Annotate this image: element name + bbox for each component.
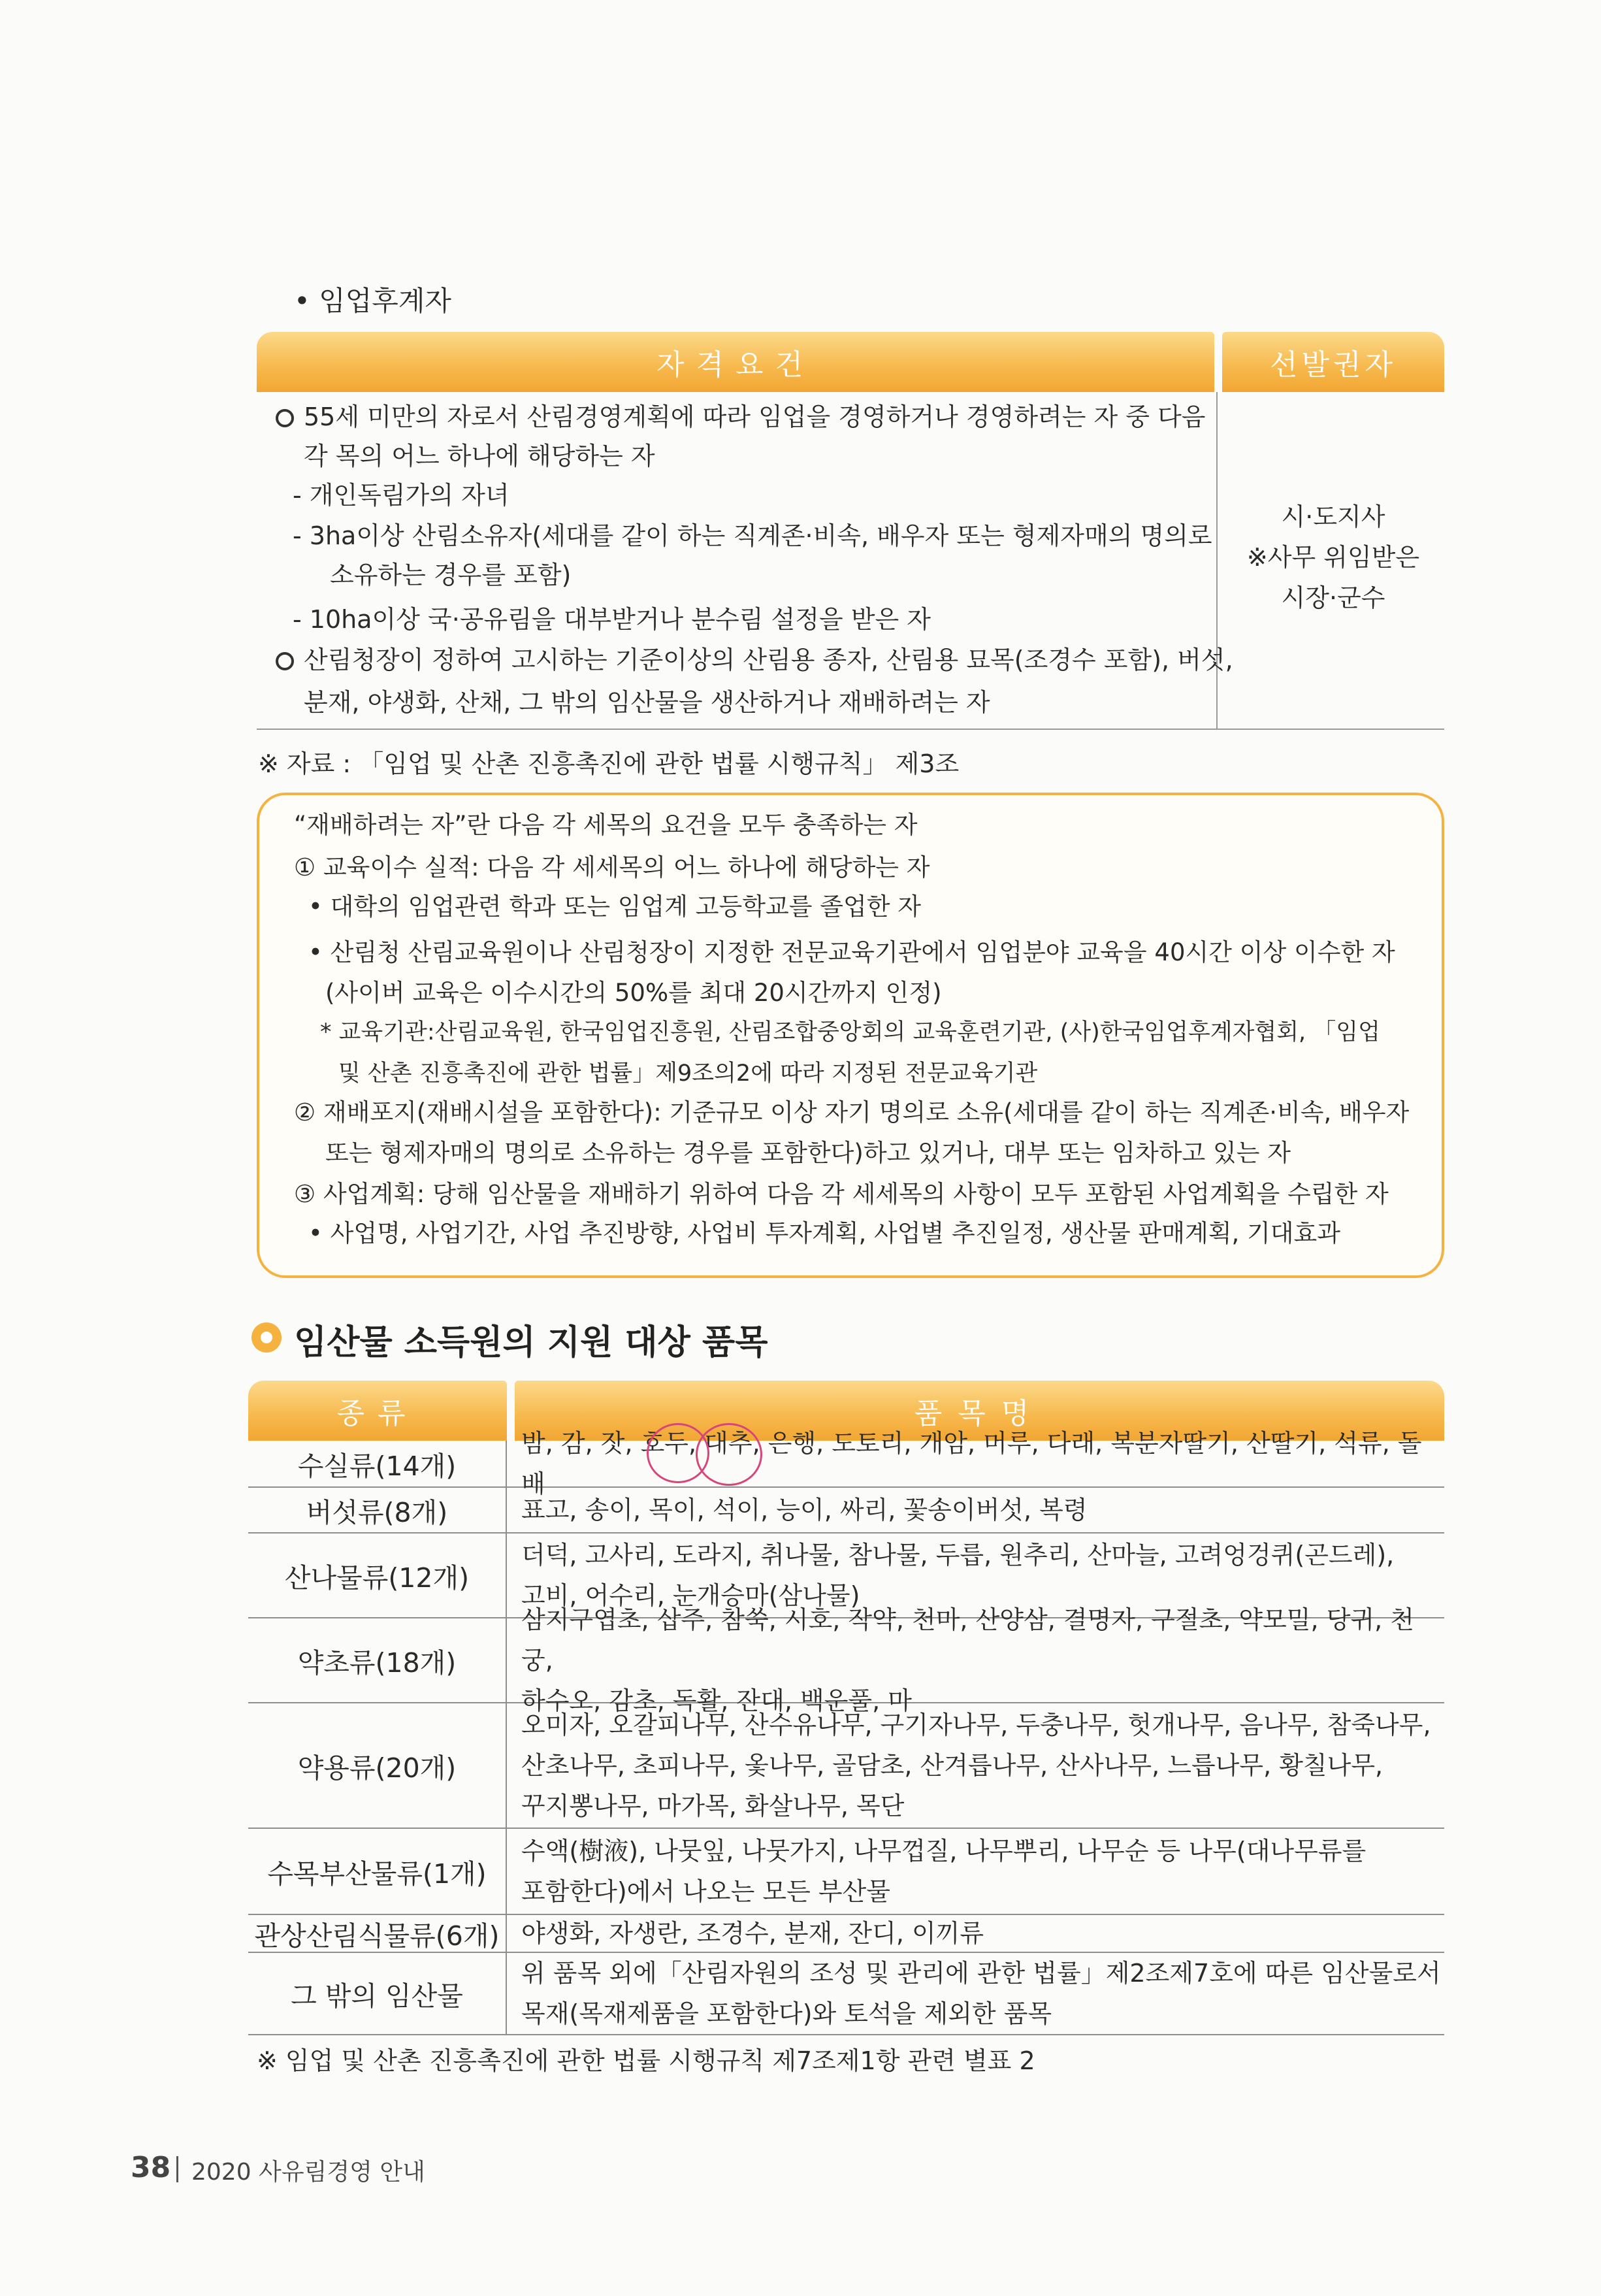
definition-line: ① 교육이수 실적: 다음 각 세세목의 어느 하나에 해당하는 자 xyxy=(294,853,930,881)
category-cell: 산나물류(12개) xyxy=(248,1533,507,1617)
handwritten-circle-mark xyxy=(696,1423,762,1486)
table-row xyxy=(248,1915,1444,1953)
page-number: 38 xyxy=(131,2151,171,2184)
definition-line: 및 산촌 진흥촉진에 관한 법률」제9조의2에 따라 지정된 전문교육기관 xyxy=(338,1060,1038,1087)
qualification-line: - 10ha이상 국·공유림을 대부받거나 분수림 설정을 받은 자 xyxy=(293,605,931,634)
table-row xyxy=(248,1953,1444,2035)
table-row xyxy=(248,1703,1444,1829)
definition-line: • 산림청 산림교육원이나 산림청장이 지정한 전문교육기관에서 임업분야 교육을 40시간 이상 이수한 자 xyxy=(308,938,1395,966)
definition-line: ③ 사업계획: 당해 임산물을 재배하기 위하여 다음 각 세세목의 사항이 모두 포함된 사업계획을 수립한 자 xyxy=(294,1180,1389,1208)
items-line: 목재(목재제품을 포함한다)와 토석을 제외한 품목 xyxy=(521,1999,1052,2028)
category-cell: 관상산림식물류(6개) xyxy=(248,1915,507,1952)
items-line: 산초나무, 초피나무, 옻나무, 골담초, 산겨릅나무, 산사나무, 느릅나무, 황칠나무, xyxy=(521,1751,1383,1780)
source-note: ※ 임업 및 산촌 진흥촉진에 관한 법률 시행규칙 제7조제1항 관련 별표 2 xyxy=(257,2046,1035,2075)
definition-line: * 교육기관:산림교육원, 한국임업진흥원, 산림조합중앙회의 교육훈련기관, (사)한국임업후계자협회, 「임업 xyxy=(320,1019,1380,1045)
items-line: 포함한다)에서 나오는 모든 부산물 xyxy=(521,1877,890,1906)
qualification-line: - 3ha이상 산림소유자(세대를 같이 하는 직계존·비속, 배우자 또는 형제자매의 명의로 xyxy=(293,521,1212,550)
qualification-line: 소유하는 경우를 포함) xyxy=(330,561,572,589)
bullet-circle-icon xyxy=(251,1322,282,1353)
items-line: 밤, 감, 잣, 호두, 대추, 은행, 도토리, 개암, 머루, 다래, 복분자딸기, 산딸기, 석류, 돌배 xyxy=(521,1429,1422,1498)
category-cell: 약용류(20개) xyxy=(248,1703,507,1828)
items-line: 더덕, 고사리, 도라지, 취나물, 참나물, 두릅, 원추리, 산마늘, 고려엉겅퀴(곤드레), xyxy=(521,1541,1395,1569)
items-line: 수액(樹液), 나뭇잎, 나뭇가지, 나무껍질, 나무뿌리, 나무순 등 나무(대나무류를 xyxy=(521,1837,1367,1865)
header-category: 종류 xyxy=(248,1381,507,1441)
category-cell: 수실류(14개) xyxy=(248,1441,507,1486)
selector-cell xyxy=(1222,497,1444,618)
items-cell xyxy=(521,1703,1444,1828)
items-cell xyxy=(521,1953,1444,2034)
definition-line: (사이버 교육은 이수시간의 50%를 최대 20시간까지 인정) xyxy=(325,979,942,1007)
definition-line: “재배하려는 자”란 다음 각 세목의 요건을 모두 충족하는 자 xyxy=(294,811,918,839)
items-line: 고비, 어수리, 눈개승마(삼나물) xyxy=(521,1581,860,1610)
table-row xyxy=(248,1829,1444,1915)
table-row xyxy=(248,1488,1444,1533)
selector-line: 시장·군수 xyxy=(1281,583,1385,612)
definition-line: ② 재배포지(재배시설을 포함한다): 기준규모 이상 자기 명의로 소유(세대를 같이 하는 직계존·비속, 배우자 xyxy=(294,1098,1410,1126)
items-cell xyxy=(521,1915,1444,1952)
category-cell: 수목부산물류(1개) xyxy=(248,1829,507,1914)
qualification-line: 각 목의 어느 하나에 해당하는 자 xyxy=(304,442,655,470)
items-line: 위 품목 외에「산림자원의 조성 및 관리에 관한 법률」제2조제7호에 따른 임산물로서 xyxy=(521,1959,1441,1988)
selector-line: 시·도지사 xyxy=(1281,502,1385,531)
items-line: 표고, 송이, 목이, 석이, 능이, 싸리, 꽃송이버섯, 복령 xyxy=(521,1496,1088,1524)
items-line: 오미자, 오갈피나무, 산수유나무, 구기자나무, 두충나무, 헛개나무, 음나무, 참죽나무, xyxy=(521,1711,1431,1739)
footer-title: 2020 사유림경영 안내 xyxy=(191,2159,425,2186)
section-title: 임산물 소득원의 지원 대상 품목 xyxy=(294,1323,768,1362)
items-cell xyxy=(521,1605,1444,1715)
category-cell: 약초류(18개) xyxy=(248,1618,507,1702)
items-cell xyxy=(521,1829,1444,1914)
items-line: 꾸지뽕나무, 마가목, 화살나무, 목단 xyxy=(521,1792,905,1820)
source-note: ※ 자료 : 「임업 및 산촌 진흥촉진에 관한 법률 시행규칙」 제3조 xyxy=(258,749,960,778)
items-line: 하수오, 감초, 독활, 잔대, 백운풀, 마 xyxy=(521,1686,912,1715)
header-selector: 선발권자 xyxy=(1222,332,1444,392)
section-heading: • 임업후계자 xyxy=(294,285,451,317)
table-bottom-rule xyxy=(257,729,1444,730)
header-qualification: 자격요건 xyxy=(257,332,1214,392)
qualification-line: 산림청장이 정하여 고시하는 기준이상의 산림용 종자, 산림용 묘목(조경수 포함), 버섯, xyxy=(304,640,1233,680)
category-cell: 그 밖의 임산물 xyxy=(248,1953,507,2034)
qualification-line: - 개인독림가의 자녀 xyxy=(293,481,509,510)
items-cell xyxy=(521,1488,1444,1532)
category-cell: 버섯류(8개) xyxy=(248,1488,507,1532)
qualification-line: 55세 미만의 자로서 산림경영계획에 따라 임업을 경영하거나 경영하려는 자 중 다음 xyxy=(304,397,1206,436)
table-row xyxy=(248,1429,1444,1498)
qualification-line: 분재, 야생화, 산채, 그 밖의 임산물을 생산하거나 재배하려는 자 xyxy=(304,688,990,717)
items-line: 삼지구엽초, 삽주, 참쑥, 시호, 작약, 천마, 산양삼, 결명자, 구절초, 약모밀, 당귀, 천궁, xyxy=(521,1605,1414,1675)
table-row xyxy=(248,1605,1444,1715)
footer-separator xyxy=(176,2156,178,2182)
selector-line: ※사무 위임받은 xyxy=(1246,543,1420,572)
definition-line: 또는 형제자매의 명의로 소유하는 경우를 포함한다)하고 있거나, 대부 또는 임차하고 있는 자 xyxy=(325,1139,1291,1167)
definition-line: • 사업명, 사업기간, 사업 추진방향, 사업비 투자계획, 사업별 추진일정, 생산물 판매계획, 기대효과 xyxy=(308,1219,1340,1247)
definition-line: • 대학의 임업관련 학과 또는 임업계 고등학교를 졸업한 자 xyxy=(308,893,921,921)
header-items: 품목명 xyxy=(515,1381,1444,1441)
items-line: 야생화, 자생란, 조경수, 분재, 잔디, 이끼류 xyxy=(521,1919,984,1948)
